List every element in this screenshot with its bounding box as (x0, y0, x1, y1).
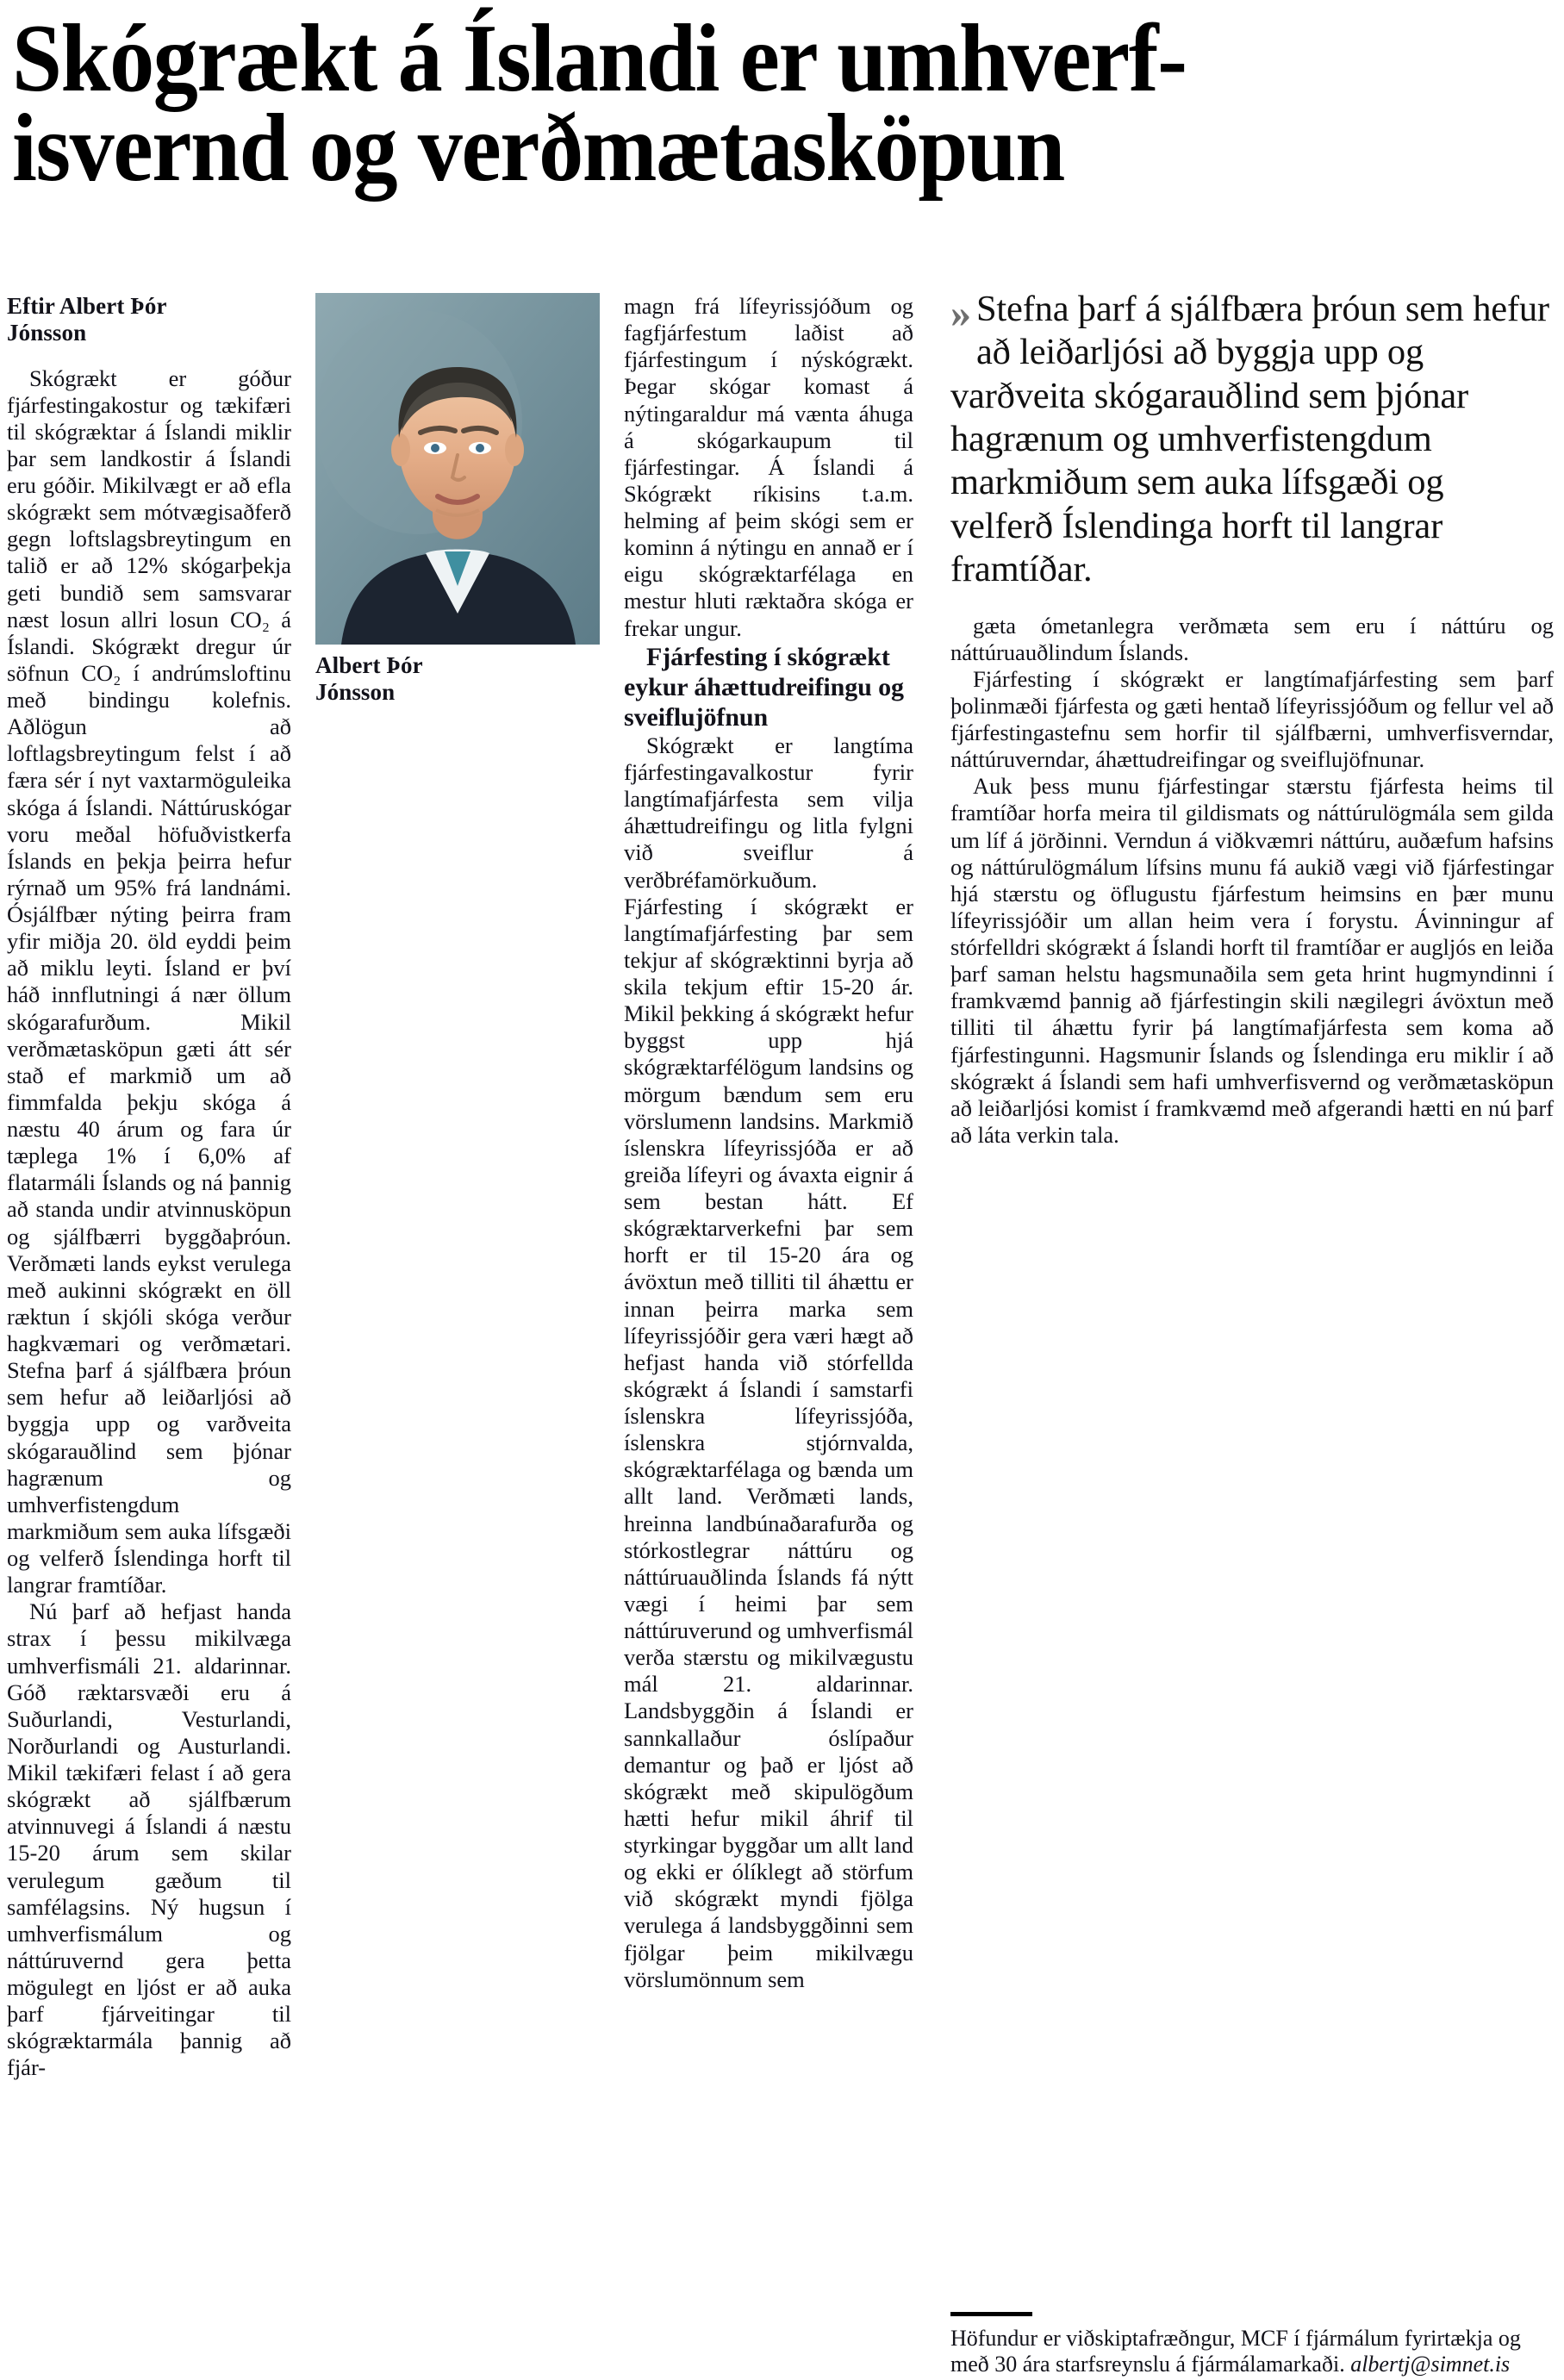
bio-description: Höfundur er viðskiptafræðngur, MCF í fjármálum fyrirtækja og með 30 ára starfsreynslu á fjármálamarkaði. (950, 2325, 1521, 2377)
pull-quote-text: Stefna þarf á sjálfbæra þróun sem hefur að leiðarljósi að byggja upp og varðveita skógarauðlind sem þjónar hagrænum og umhverfistengdum markmiðum sem auka lífsgæði og velferð Íslendinga horft til langrar framtíðar. (950, 289, 1549, 590)
article-column-3 (624, 293, 913, 1993)
byline-line-2: Jónsson (7, 319, 87, 346)
col1-paragraph-2: Nú þarf að hefjast handa strax í þessu mikilvæga umhverfismáli 21. aldarinnar. Góð ræktarsvæði eru á Suðurlandi, Vesturlandi, Norðurlandi og Austurlandi. Mikil tækifæri felast í að gera skógrækt að sjálfbærum atvinnuvegi á Íslandi á næstu 15-20 árum sem skilar verulegum gæðum til samfélagsins. Ný hugsun í umhverfismálum og náttúruvernd gera þetta mögulegt en ljóst er að auka þarf fjárveitingar til skógræktarmála þannig að fjár- (7, 1598, 291, 2081)
article-body-grid (7, 289, 1558, 2378)
col4-paragraph-3: Auk þess munu fjárfestingar stærstu fjárfesta heims til framtíðar horfa meira til gildismats og náttúrulögmála sem gilda um líf á jörðinni. Verndun á viðkvæmri náttúru, auðæfum hafsins og náttúrulögmálum lífsins munu fá aukið vægi við fjárfestingar hjá stærstu og öflugustu fjárfestum heimsins en þær munu lífeyrissjóðir um allan heim vera í forystu. Ávinningur af stórfelldri skógrækt á Íslandi horft til framtíðar er augljós en leiða þarf saman helstu hagsmunaðila sem geta hrint hugmyndinni í framkvæmd þannig að fjárfestingin skili nægilegri ávöxtun með tilliti til áhættu fyrir þá langtímafjárfesta sem koma að fjárfestingunni. Hagsmunir Íslands og Íslendinga eru miklir í að skógrækt á Íslandi sem hafi umhverfisvernd og verðmætasköpun að leiðarljósi komist í framkvæmd með afgerandi hætti en nú þarf að láta verkin tala. (950, 773, 1554, 1148)
article-column-1 (7, 293, 291, 2082)
headline-line-1: Skógrækt á Íslandi er umhverf- (12, 5, 1187, 112)
article-column-2 (315, 293, 600, 713)
photo-caption-line-1: Albert Þór (315, 652, 423, 678)
photo-caption-line-2: Jónsson (315, 678, 396, 705)
byline-line-1: Eftir Albert Þór (7, 293, 167, 319)
bio-divider (950, 2312, 1032, 2316)
byline (7, 293, 291, 346)
article-column-4 (950, 290, 1554, 1149)
double-chevron-icon: » (950, 290, 966, 336)
col4-paragraph-2: Fjárfesting í skógrækt er langtímafjárfesting sem þarf þolinmæði fjárfesta og gæti hentað lífeyrissjóðum og fellur vel að fjárfestingastefnu sem horfir til sjálfbærni, umhverfisverndar, náttúruverndar, áhættudreifingar og sveiflujöfnunar. (950, 665, 1554, 773)
col3-paragraph-1: Skógrækt er langtíma fjárfestingavalkostur fyrir langtímafjárfesta sem vilja áhættudreifingu og litla fylgni við sveiflur á verðbréfamörkuðum. Fjárfesting í skógrækt er langtímafjárfesting þar sem tekjur af skógræktinni byrja að skila tekjum eftir 15-20 ár. Mikil þekking á skógrækt hefur byggst upp hjá skógræktarfélögum landsins og mörgum bændum sem eru vörslumenn landsins. Markmið íslenskra lífeyrissjóða er að greiða lífeyri og ávaxta eignir á sem bestan hátt. Ef skógræktarverkefni þar sem horft er til 15-20 ára og ávöxtun með tilliti til áhættu er innan þeirra marka sem lífeyrissjóðir gera væri hægt að hefjast handa við stórfellda skógrækt á Íslandi í samstarfi íslenskra lífeyrissjóða, íslenskra stjórnvalda, skógræktarfélaga og bænda um allt land. Verðmæti lands, hreinna landbúnaðarafurða og stórkostlegrar náttúru og náttúruauðlinda Íslands fá nýtt vægi í heimi þar sem náttúruverund og umhverfismál verða stærstu og mikilvægustu mál 21. aldarinnar. Landsbyggðin á Íslandi er sannkallaður óslípaður demantur og það er ljóst að skógrækt með skipulögðum hætti hefur mikil áhrif til styrkingar byggðar um allt land og ekki er ólíklegt að störfum við skógrækt myndi fjölga verulega á landsbyggðinni sem fjölgar þeim mikilvægu vörslumönnum sem (624, 732, 913, 1992)
author-bio (950, 2312, 1554, 2378)
article-headline (12, 5, 1447, 202)
col1-paragraph-1: Skógrækt er góður fjárfestingakostur og tækifæri til skógræktar á Íslandi miklir þar sem landkostir á Íslandi eru góðir. Mikilvægt er að efla skógrækt sem mótvægisaðferð gegn loftslagsbreytingum en talið er að 12% skógarþekja geti bundið sem samsvarar næst losun allri losun CO₂ á Íslandi. Skógrækt dregur úr söfnun CO₂ í andrúmsloftinu með bindingu kolefnis. Aðlögun að loftlagsbreytingum felst í að færa sér í nyt vaxtarmöguleika skóga á Íslandi. Náttúruskógar voru meðal höfuðvistkerfa Íslands en þekja þeirra hefur rýrnað um 95% frá landnámi. Ósjálfbær nýting þeirra fram yfir miðja 20. öld eyddi þeim að miklu leyti. Ísland er því háð innflutningi á nær öllum skógarafurðum. Mikil verðmætasköpun gæti átt sér stað ef markmið um að fimmfalda þekju skóga á næstu 40 árum og fara úr tæplega 1% í 6,0% af flatarmáli Íslands og ná þannig að standa undir atvinnusköpun og sjálfbærri byggðaþróun. Verðmæti lands eykst verulega með aukinni skógrækt en öll ræktun í skjóli skóga verður hagkvæmari og verðmætari. Stefna þarf á sjálfbæra þróun sem hefur að leiðarljósi að byggja upp og varðveita skógarauðlind sem þjónar hagrænum og umhverfistengdum markmiðum sem auka lífsgæði og velferð Íslendinga horft til langrar framtíðar. (7, 364, 291, 1598)
headline-line-2: isvernd og verðmætasköpun (12, 95, 1064, 202)
bio-text-block (950, 2326, 1554, 2378)
col4-paragraph-1: gæta ómetanlegra verðmæta sem eru í náttúru og náttúruauðlindum Íslands. (950, 612, 1554, 665)
section-subhead: Fjárfesting í skógrækt eykur áhættudreifingu og sveiflujöfnun (624, 642, 904, 732)
bio-email[interactable]: albertj@simnet.is (1350, 2352, 1511, 2377)
col3-paragraph-continued: magn frá lífeyrissjóðum og fagfjárfestum laðist að fjárfestingum í nýskógrækt. Þegar skógar komast á nýtingaraldur má vænta áhuga á skógarkaupum til fjárfestingar. Á Íslandi á Skógrækt ríkisins t.a.m. helming af þeim skógi sem er kominn á nýtingu en annað er í eigu skógræktarfélaga en mestur hluti ræktaðra skóga er frekar ungur. (624, 293, 913, 641)
